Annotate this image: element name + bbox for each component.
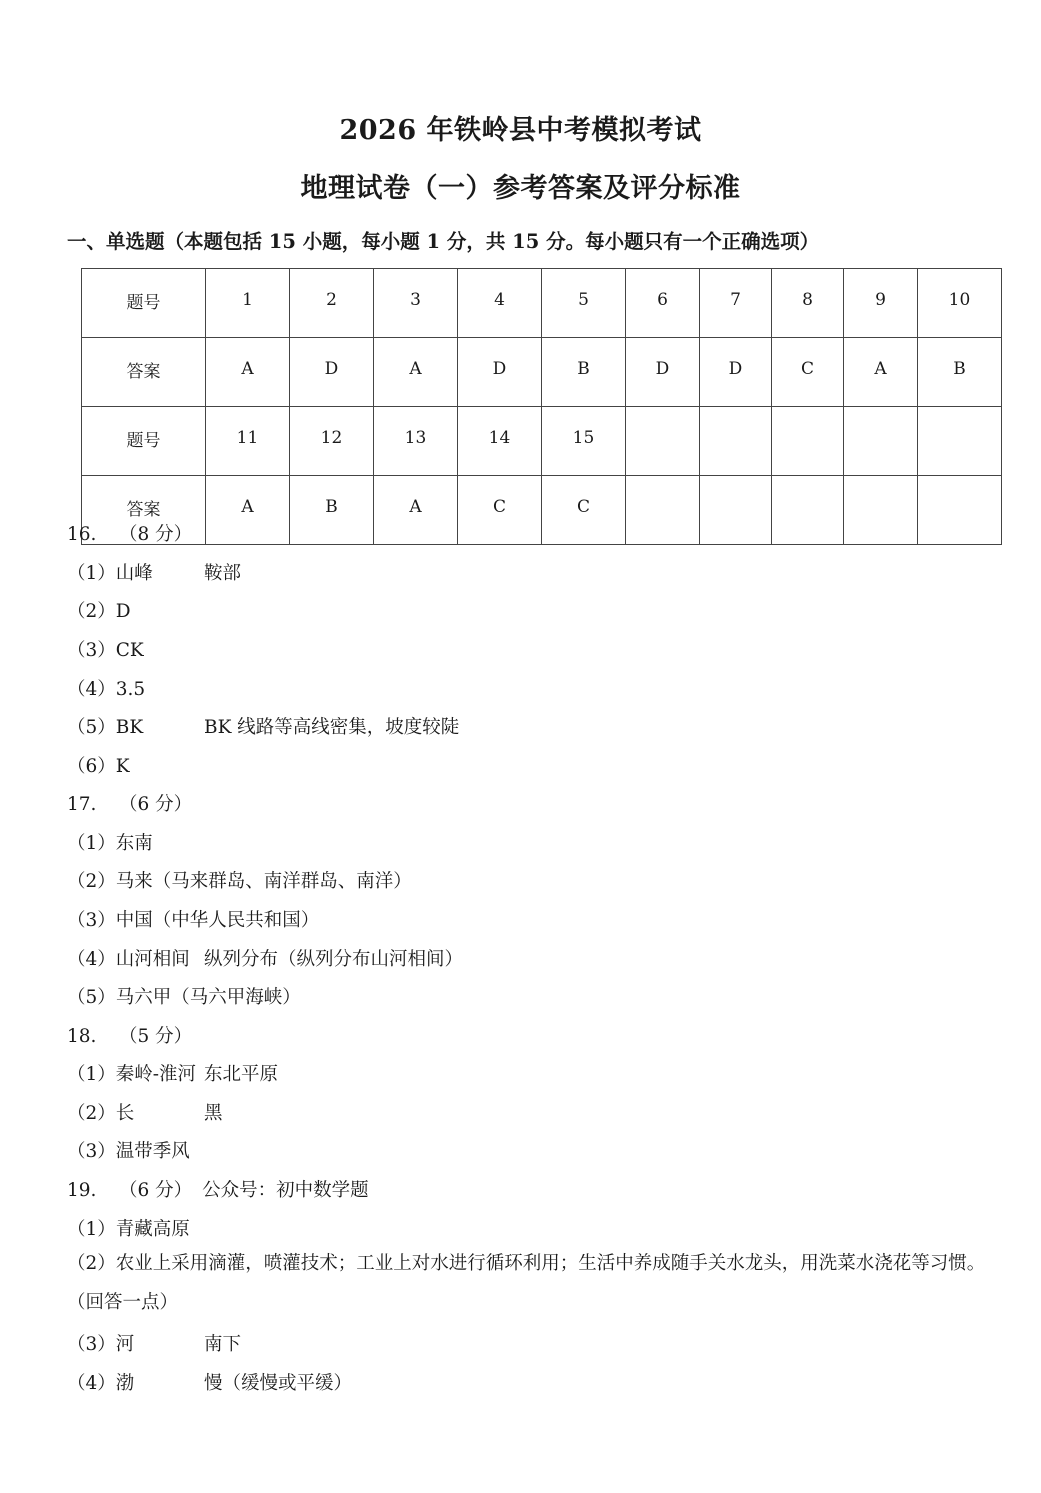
question-number-cell: 6 xyxy=(626,269,700,338)
answer-cell: B xyxy=(290,476,374,545)
answer-text: （4）山河相间 xyxy=(67,949,190,970)
row-label: 答案 xyxy=(82,476,206,545)
answer-line: （4）3.5 xyxy=(67,679,146,700)
answer-line: （1）东南 xyxy=(67,833,153,854)
exam-title: 2026 年铁岭县中考模拟考试 xyxy=(339,115,702,146)
answer-line xyxy=(67,1099,223,1125)
answer-line: （2）农业上采用滴灌，喷灌技术；工业上对水进行循环利用；生活中养成随手关水龙头，用洗菜水浇花等习惯。（回答一点） xyxy=(67,1253,986,1313)
answer-table xyxy=(81,268,1002,545)
answer-cell: B xyxy=(918,338,1002,407)
answer-line xyxy=(67,1369,352,1395)
watermark-note: 公众号：初中数学题 xyxy=(202,1180,369,1201)
answer-cell: C xyxy=(458,476,542,545)
answer-cell: D xyxy=(290,338,374,407)
row-label: 题号 xyxy=(82,269,206,338)
question-number-cell: 7 xyxy=(700,269,772,338)
question-number-cell xyxy=(700,407,772,476)
answer-text: 慢（缓慢或平缓） xyxy=(204,1373,353,1394)
answer-text: 鞍部 xyxy=(204,563,242,584)
answer-cell: A xyxy=(206,338,290,407)
answer-line: （1）青藏高原 xyxy=(67,1219,190,1240)
answer-cell: A xyxy=(206,476,290,545)
answer-text: 南下 xyxy=(204,1334,242,1355)
answer-line xyxy=(67,713,459,739)
answer-line: （2）马来（马来群岛、南洋群岛、南洋） xyxy=(67,871,412,892)
answer-line xyxy=(67,945,463,971)
answer-cell: A xyxy=(844,338,918,407)
answer-text: （2）长 xyxy=(67,1103,135,1124)
question-number-cell: 15 xyxy=(542,407,626,476)
answer-text: （4）渤 xyxy=(67,1373,135,1394)
answer-cell xyxy=(918,476,1002,545)
question-number-cell xyxy=(844,407,918,476)
row-label: 题号 xyxy=(82,407,206,476)
question-score: （6 分） xyxy=(119,1180,193,1201)
question-number-cell: 3 xyxy=(374,269,458,338)
question-number-cell: 13 xyxy=(374,407,458,476)
question-16-header xyxy=(67,520,192,546)
question-number-cell: 12 xyxy=(290,407,374,476)
question-score: （6 分） xyxy=(119,794,193,815)
question-number-cell: 1 xyxy=(206,269,290,338)
question-number: 18. xyxy=(67,1026,97,1047)
answer-cell: B xyxy=(542,338,626,407)
answer-line: （3）中国（中华人民共和国） xyxy=(67,910,320,931)
question-number: 16. xyxy=(67,524,97,545)
question-number-cell xyxy=(626,407,700,476)
answer-text: （3）河 xyxy=(67,1334,135,1355)
answer-cell xyxy=(772,476,844,545)
answer-cell xyxy=(626,476,700,545)
question-number-cell: 2 xyxy=(290,269,374,338)
answer-key-title: 地理试卷（一）参考答案及评分标准 xyxy=(300,173,741,204)
question-number: 17. xyxy=(67,794,97,815)
answer-cell: C xyxy=(772,338,844,407)
answer-text: （1）秦岭-淮河 xyxy=(67,1064,197,1085)
question-score: （8 分） xyxy=(119,524,193,545)
answer-cell: D xyxy=(700,338,772,407)
answer-line: （3）温带季风 xyxy=(67,1141,190,1162)
answer-text: 东北平原 xyxy=(204,1064,279,1085)
question-17-header xyxy=(67,790,192,816)
question-number-cell: 9 xyxy=(844,269,918,338)
question-18-header xyxy=(67,1022,192,1048)
answer-line: （2）D xyxy=(67,601,131,622)
question-number-cell: 5 xyxy=(542,269,626,338)
answer-cell xyxy=(844,476,918,545)
answer-line xyxy=(67,559,241,585)
answer-cell: C xyxy=(542,476,626,545)
section-single-choice-heading: 一、单选题（本题包括 15 小题，每小题 1 分，共 15 分。每小题只有一个正确选项） xyxy=(67,230,820,253)
answer-line xyxy=(67,1060,278,1086)
question-number-cell xyxy=(918,407,1002,476)
question-score: （5 分） xyxy=(119,1026,193,1047)
question-number-cell: 8 xyxy=(772,269,844,338)
question-number-cell: 10 xyxy=(918,269,1002,338)
question-number-cell: 14 xyxy=(458,407,542,476)
row-label: 答案 xyxy=(82,338,206,407)
answer-cell xyxy=(700,476,772,545)
answer-line: （5）马六甲（马六甲海峡） xyxy=(67,987,301,1008)
answer-text: （1）山峰 xyxy=(67,563,153,584)
answer-cell: D xyxy=(626,338,700,407)
answer-text: 纵列分布（纵列分布山河相间） xyxy=(204,949,464,970)
answer-line: （3）CK xyxy=(67,640,144,661)
answer-line xyxy=(67,1330,241,1356)
answer-cell: A xyxy=(374,338,458,407)
question-19-header xyxy=(67,1176,369,1202)
table-row xyxy=(82,338,1002,407)
answer-cell: D xyxy=(458,338,542,407)
answer-cell: A xyxy=(374,476,458,545)
answer-text: （5）BK xyxy=(67,717,144,738)
question-number-cell: 11 xyxy=(206,407,290,476)
answer-text: 黑 xyxy=(204,1103,223,1124)
answer-text: BK 线路等高线密集，坡度较陡 xyxy=(204,717,460,738)
table-row xyxy=(82,269,1002,338)
answer-line: （6）K xyxy=(67,756,130,777)
question-number-cell xyxy=(772,407,844,476)
table-row xyxy=(82,476,1002,545)
question-number-cell: 4 xyxy=(458,269,542,338)
question-number: 19. xyxy=(67,1180,97,1201)
table-row xyxy=(82,407,1002,476)
